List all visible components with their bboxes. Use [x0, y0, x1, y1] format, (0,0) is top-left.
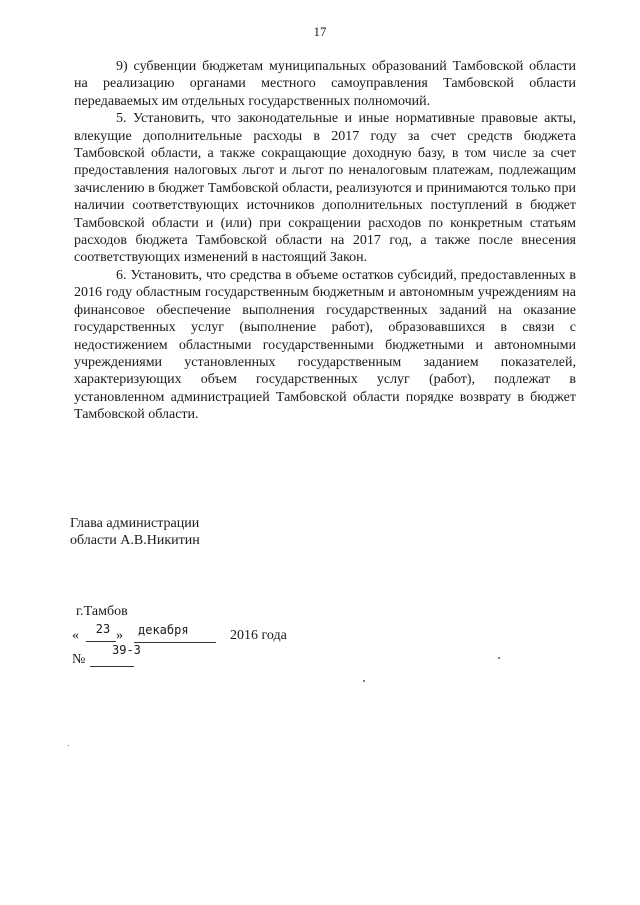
paragraph-article-6: 6. Установить, что средства в объеме остатков субсидий, предоставленных в 2016 году областным государственным бюджетным и автономным учреждениям на финансовое обеспечение выполнения государственных заданий на оказание государственных услуг (выполнение работ), образовавшихся в связи с недостижением областными государственными бюджетными и автономными учреждениями установленных государственным заданием показателей, характеризующих объем государственных услуг (работ), подлежат в установленном администрацией Тамбовской области порядке возврату в бюджет Тамбовской области. [74, 267, 576, 423]
place-of-signing: г.Тамбов [76, 604, 128, 619]
signing-date [72, 624, 332, 646]
number-value: 39-З [112, 643, 141, 657]
scan-speck [363, 680, 365, 682]
signature-block [70, 515, 200, 550]
day-underline [86, 641, 116, 642]
document-body [74, 58, 576, 424]
paragraph-article-5: 5. Установить, что законодательные и иные нормативные правовые акты, влекущие дополнительные расходы в 2017 году за счет средств бюджета Тамбовской области, а также сокращающие доходную базу, в том числе за счет предоставления налоговых льгот и льгот по неналоговым платежам, подлежащим зачислению в бюджет Тамбовской области, реализуются и принимаются только при наличии соответствующих источников дополнительных поступлений в бюджет Тамбовской области и (или) при сокращении расходов по конкретным статьям расходов бюджета Тамбовской области на 2017 год, а также после внесения соответствующих изменений в настоящий Закон. [74, 111, 576, 266]
number-underline [90, 666, 134, 667]
date-day: 23 [95, 622, 111, 636]
page-number: 17 [313, 24, 327, 39]
quote-open: « [72, 628, 79, 643]
signature-name: области А.В.Никитин [70, 533, 200, 549]
date-year: 2016 года [230, 628, 287, 643]
scan-speck [498, 657, 500, 659]
date-month: декабря [138, 623, 189, 637]
law-number [72, 644, 192, 668]
signature-title: Глава администрации [70, 516, 200, 531]
number-sign: № [72, 652, 86, 667]
quote-close: » [116, 628, 123, 643]
month-underline [134, 642, 216, 643]
paragraph-item-9: 9) субвенции бюджетам муниципальных образований Тамбовской области на реализацию органами местного самоуправления Тамбовской области передаваемых им отдельных государственных полномочий. [74, 59, 576, 109]
scan-speck [68, 745, 69, 746]
